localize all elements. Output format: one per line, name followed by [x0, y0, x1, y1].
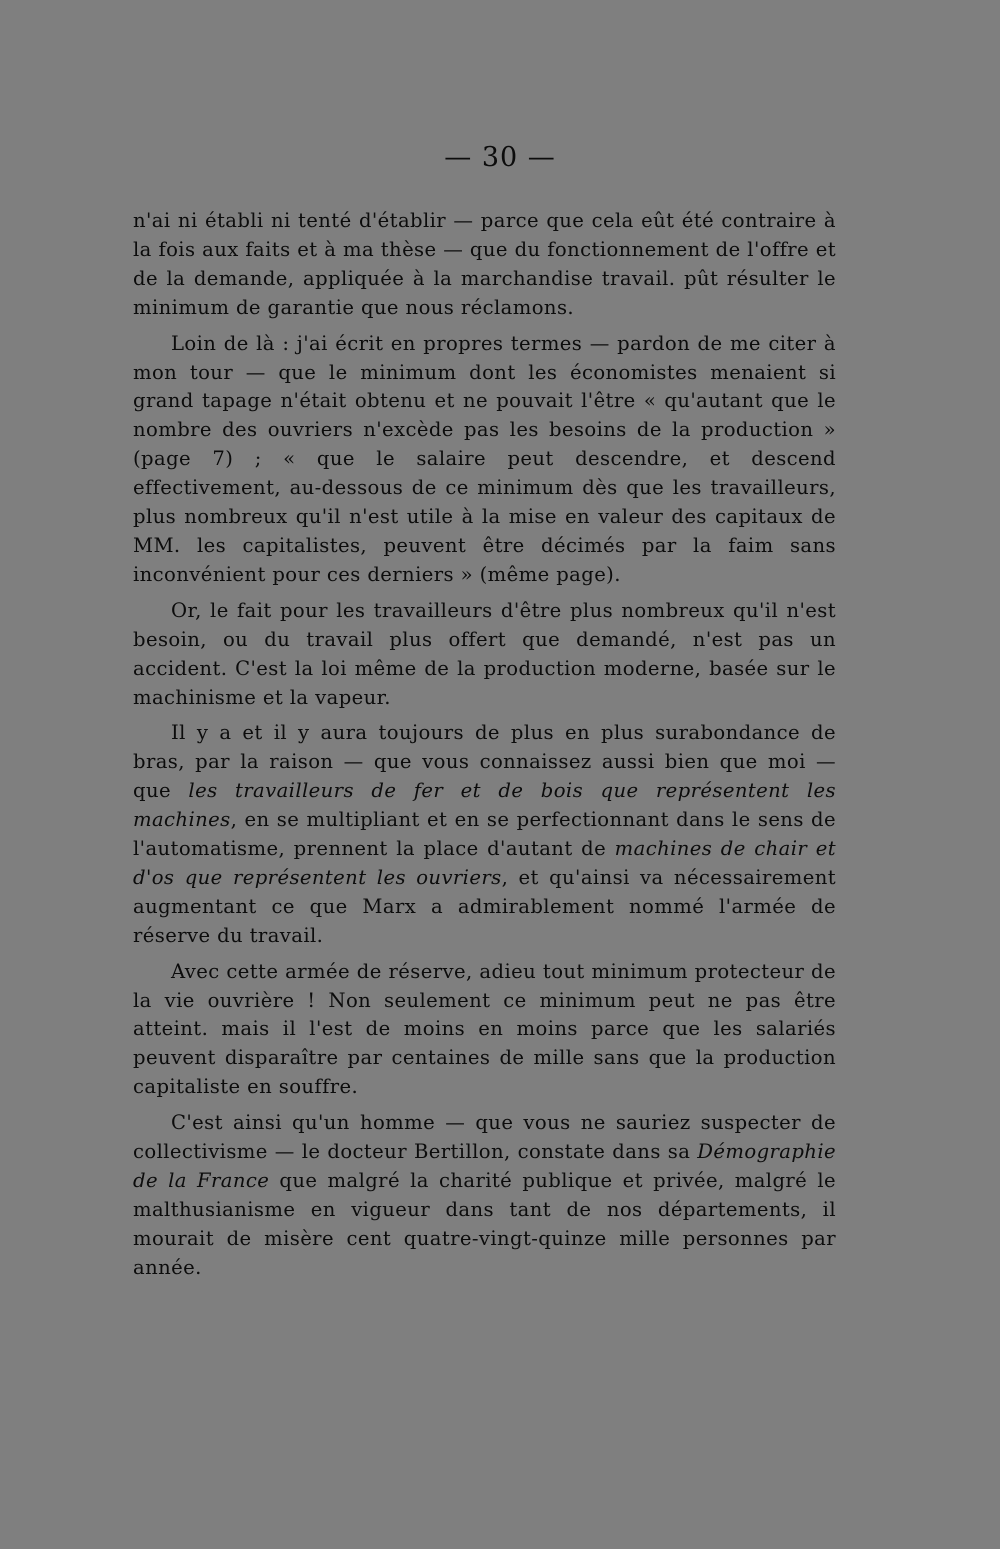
- text-run: n'ai ni établi ni tenté d'établir — parce que cela eût été contraire à la fois aux faits et à ma thèse — que du fonctionnement de l'offre et de la demande, appliquée à la marchandise travail. pût résulter le minimum de garantie que nous réclamons.: [133, 209, 836, 319]
- text-run: Il y a et il y aura toujours de plus en plus surabondance de bras, par la raison — que vous connaissez aussi bien que moi — que: [133, 721, 836, 803]
- italic-text-run: les travailleurs de fer et de bois que représentent les machines: [133, 779, 836, 832]
- text-run: Or, le fait pour les travailleurs d'être plus nombreux qu'il n'est besoin, ou du travail plus offert que demandé, n'est pas un accident. C'est la loi même de la production moderne, basée sur le machinisme et la vapeur.: [133, 598, 836, 709]
- text-run: que malgré la charité publique et privée, malgré le malthusianisme en vigueur dans tant de nos départements, il mourait de misère cent quatre-vingt-quinze mille personnes par année.: [133, 1169, 836, 1279]
- text-run: Loin de là : j'ai écrit en propres termes — pardon de me citer à mon tour — que le minimum dont les économistes menaient si grand tapage n'était obtenu et ne pouvait l'être « qu'autant que le nombre des ouvriers n'excède pas les besoins de la production » (page 7) ; « que le salaire peut descendre, et descend effectivement, au-dessous de ce minimum dès que les travailleurs, plus nombreux qu'il n'est utile à la mise en valeur des capitaux de MM. les capitalistes, peuvent être décimés par la faim sans inconvénient pour ces derniers » (même page).: [133, 331, 836, 586]
- body-text: [133, 207, 836, 1283]
- text-run: Avec cette armée de réserve, adieu tout minimum protecteur de la vie ouvrière ! Non seulement ce minimum peut ne pas être atteint. mais il l'est de moins en moins parce que les salariés peuvent disparaître par centaines de mille sans que la production capitaliste en souffre.: [133, 959, 836, 1099]
- text-run: , en se multipliant et en se perfectionnant dans le sens de l'automatisme, prennent la place d'autant de: [133, 808, 836, 861]
- text-run: , et qu'ainsi va nécessairement augmentant ce que Marx a admirablement nommé l'armée de réserve du travail.: [133, 865, 836, 947]
- paragraph: [133, 597, 836, 713]
- paragraph: [133, 958, 836, 1103]
- paragraph: [133, 330, 836, 590]
- page-number: — 30 —: [444, 142, 556, 173]
- paragraph: [133, 207, 836, 323]
- italic-text-run: machines de chair et d'os que représentent les ouvriers: [133, 837, 836, 889]
- paragraph: [133, 1109, 836, 1282]
- text-run: C'est ainsi qu'un homme — que vous ne sauriez suspecter de collectivisme — le docteur Bertillon, constate dans sa: [133, 1111, 836, 1164]
- paragraph: [133, 719, 836, 950]
- italic-text-run: Démographie de la France: [133, 1140, 836, 1192]
